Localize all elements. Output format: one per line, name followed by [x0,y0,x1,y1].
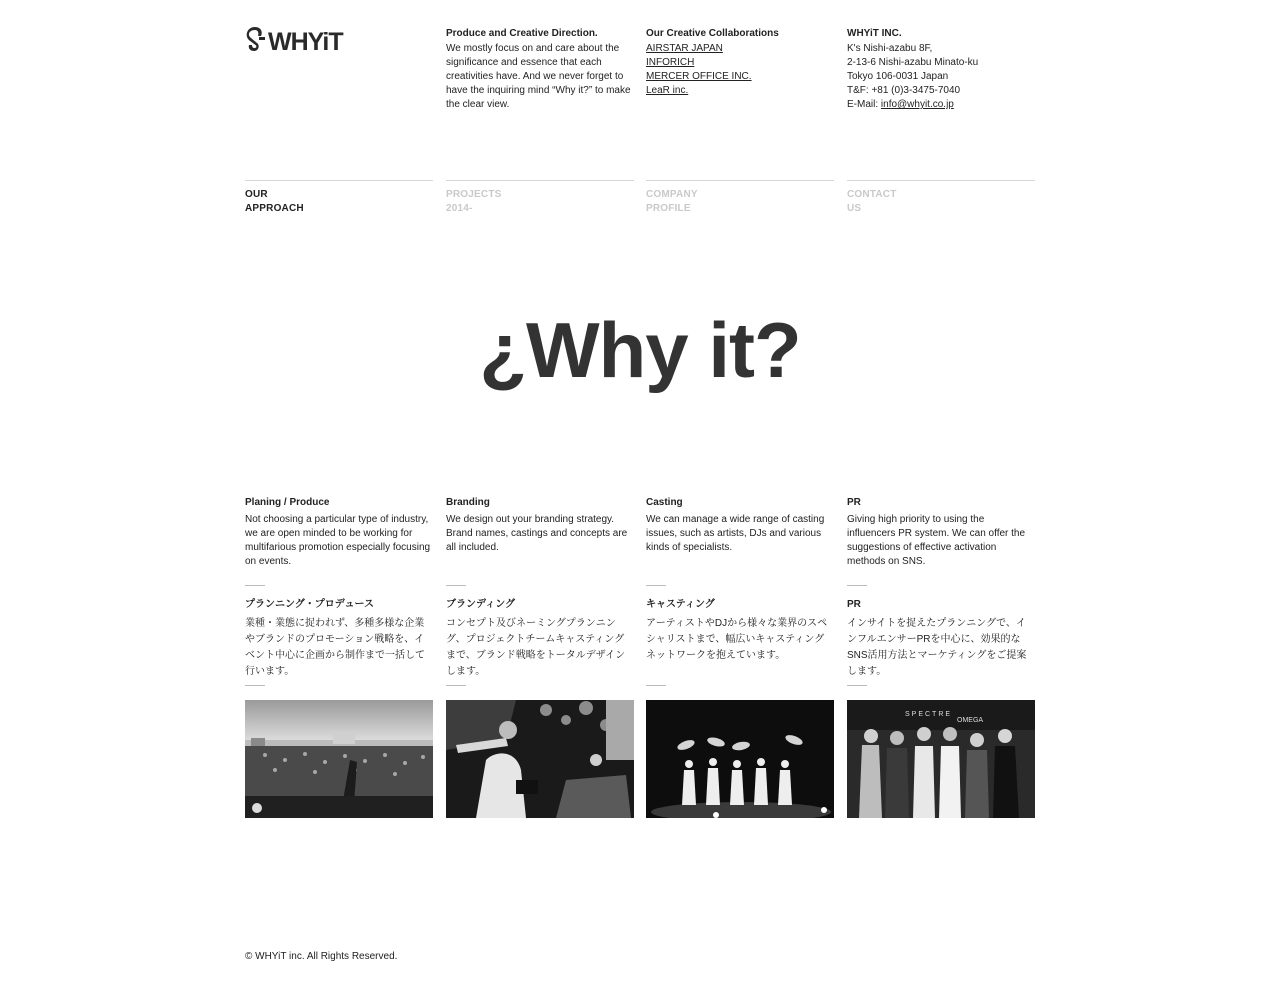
service-branding-jp [446,597,634,680]
nav-label-line1: COMPANY [646,189,698,200]
service-title-jp: キャスティング [646,599,715,610]
address-line-1: K's Nishi-azabu 8F, [847,43,933,54]
address-line-2: 2-13-6 Nishi-azabu Minato-ku [847,57,979,68]
photo-pr-event-group [847,700,1035,818]
nav-label-line2: 2014- [446,203,473,214]
service-text-jp: コンセプト及びネーミングプランニング、プロジェクトチームキャスティングまで、ブランド戦略をトータルデザインします。 [446,618,626,677]
nav-projects[interactable] [446,180,634,216]
divider [847,585,867,586]
nav-company-profile[interactable] [646,180,834,216]
whyit-logo[interactable] [245,24,375,54]
header-produce-section [446,27,634,112]
nav-label-line1: PROJECTS [446,189,502,200]
service-title-jp: ブランディング [446,599,515,610]
service-title: Casting [646,497,683,508]
header-company-address [847,27,1035,112]
divider [446,585,466,586]
photo-branding-event [446,700,634,818]
photo-festival-crowd [245,700,433,818]
service-text-jp: インサイトを捉えたプランニングで、インフルエンサーPRを中心に、効果的なSNS活用方法とマーケティングをご提案します。 [847,618,1027,677]
header-collaborations-section [646,27,834,98]
service-title: Planing / Produce [245,497,330,508]
divider [847,685,867,686]
service-planning [245,496,433,569]
service-pr [847,496,1035,569]
service-branding [446,496,634,555]
nav-our-approach[interactable] [245,180,433,216]
link-inforich[interactable]: INFORICH [646,57,695,68]
nav-label-line2: APPROACH [245,203,304,214]
link-lear-inc[interactable]: LeaR inc. [646,85,689,96]
footer-copyright: © WHYiT inc. All Rights Reserved. [245,951,398,962]
service-text: Giving high priority to using the influencers PR system. We can offer the suggestions of effective activation methods on SNS. [847,514,1026,567]
nav-label-line1: OUR [245,189,268,200]
service-text-jp: 業種・業態に捉われず、多種多様な企業やブランドのプロモーション戦略を、イベント中心に企画から制作まで一括して行います。 [245,618,425,677]
collaborations-title: Our Creative Collaborations [646,28,779,39]
service-casting-jp [646,597,834,664]
page-wrapper [245,0,1035,994]
divider [245,685,265,686]
service-pr-jp [847,597,1035,680]
logo-text: WHYiT [268,28,343,54]
service-title-jp: PR [847,599,861,610]
email-label: E-Mail: [847,99,881,110]
email-line [847,98,1035,112]
email-link[interactable]: info@whyit.co.jp [880,99,954,110]
service-planning-jp [245,597,433,680]
photo-casting-performance [646,700,834,818]
link-airstar-japan[interactable]: AIRSTAR JAPAN [646,43,723,54]
spectre-sign: SPECTRE [905,711,953,718]
service-casting [646,496,834,555]
link-mercer-office[interactable]: MERCER OFFICE INC. [646,71,752,82]
logo-mark [245,24,375,54]
phone-line: T&F: +81 (0)3-3475-7040 [847,85,961,96]
hero-heading: ¿Why it? [479,306,801,394]
service-text-jp: アーティストやDJから様々な業界のスペシャリストまで、幅広いキャスティングネットワークを抱えています。 [646,618,828,661]
nav-label-line2: US [847,203,862,214]
produce-text: We mostly focus on and care about the significance and essence that each creativities have. And we never forget to have the inquiring mind “Why it?” to make the clear view. [446,43,631,110]
nav-contact-us[interactable] [847,180,1035,216]
service-text: Not choosing a particular type of industry, we are open minded to be working for multifarious promotion especially focusing on events. [245,514,431,567]
service-title-jp: プランニング・プロデュース [245,599,374,610]
divider [646,685,666,686]
nav-label-line1: CONTACT [847,189,897,200]
address-line-3: Tokyo 106-0031 Japan [847,71,949,82]
divider [646,585,666,586]
service-text: We can manage a wide range of casting issues, such as artists, DJs and various kinds of specialists. [646,514,825,553]
divider [446,685,466,686]
service-text: We design out your branding strategy. Brand names, castings and concepts are all included. [446,514,628,553]
service-title: PR [847,497,861,508]
company-name: WHYiT INC. [847,28,902,39]
service-title: Branding [446,497,490,508]
nav-label-line2: PROFILE [646,203,691,214]
omega-sign: OMEGA [957,717,984,724]
produce-title: Produce and Creative Direction. [446,28,598,39]
divider [245,585,265,586]
